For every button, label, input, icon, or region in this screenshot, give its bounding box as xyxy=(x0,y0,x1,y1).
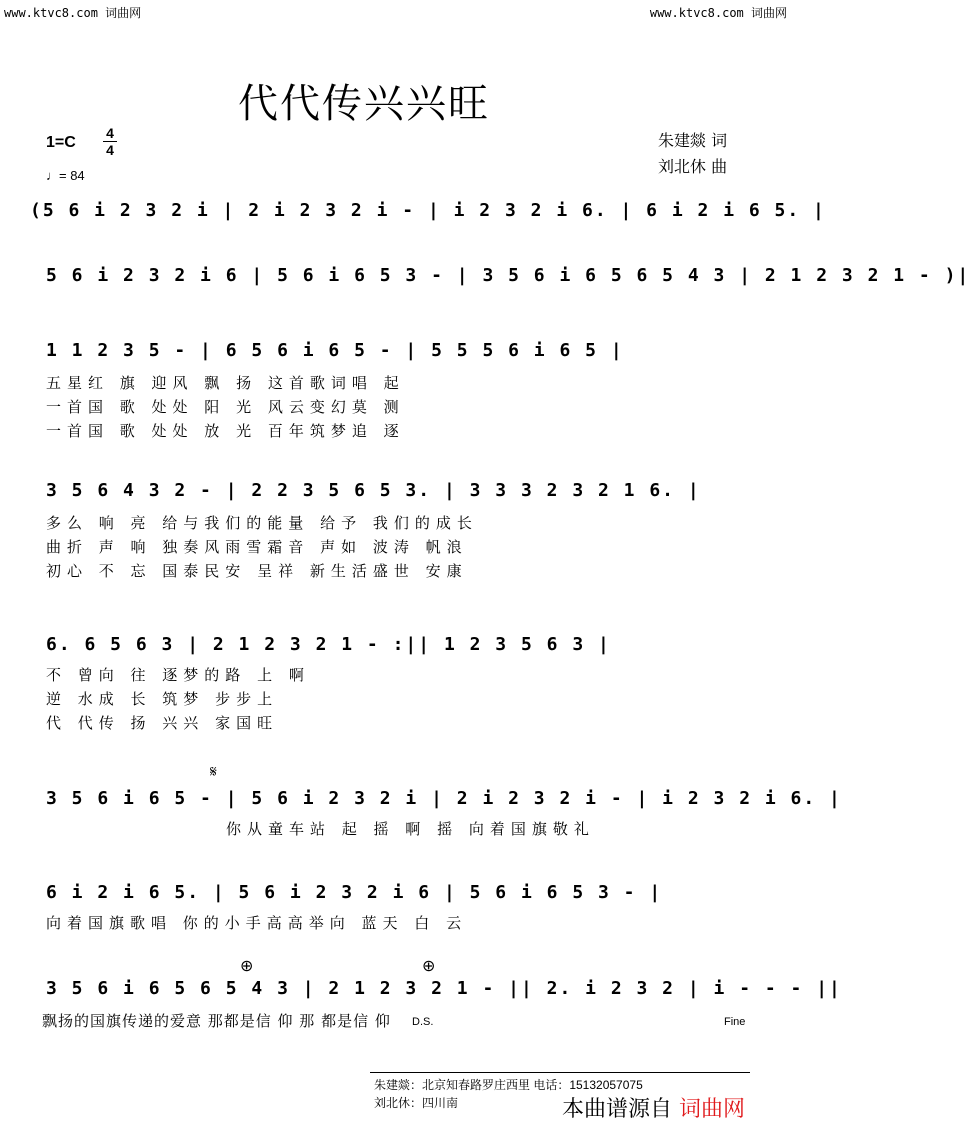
staff-line-1: (5 6 i 2 3 2 i | 2 i 2 3 2 i - | i 2 3 2 i 6. | 6 i 2 i 6 5. | xyxy=(30,200,826,221)
lyric-line-4-2: 曲折 声 响 独奏风雨雪霜音 声如 波涛 帆浪 xyxy=(46,538,468,556)
coda-icon-2: ⊕ xyxy=(422,956,436,975)
lyric-line-5-3: 代 代传 扬 兴兴 家国旺 xyxy=(46,714,279,732)
footer-contact-1: 朱建燚：北京知春路罗庄西里 电话：15132057075 xyxy=(374,1078,643,1092)
time-signature-top: 4 xyxy=(106,125,114,141)
brand-logo-text: 词曲网 xyxy=(679,1097,746,1122)
fine-marking: Fine xyxy=(724,1016,746,1028)
dal-segno-marking: D.S. xyxy=(412,1016,434,1028)
lyricist-credit: 朱建燚 词 xyxy=(658,131,728,150)
brand-text: 本曲谱源自 xyxy=(562,1097,673,1122)
watermark-left[interactable]: www.ktvc8.com 词曲网 xyxy=(4,6,142,20)
time-signature-bottom: 4 xyxy=(106,142,114,158)
footer-contact-2: 刘北休：四川南 xyxy=(374,1096,459,1110)
tempo-value: = 84 xyxy=(59,168,85,183)
staff-line-4: 3 5 6 4 3 2 - | 2 2 3 5 6 5 3. | 3 3 3 2 3 2 1 6. | xyxy=(46,480,701,501)
lyric-line-8-1: 飘扬的国旗传递的爱意 那都是信 仰 那 都是信 仰 xyxy=(42,1012,391,1030)
staff-line-6: 3 5 6 i 6 5 - | 5 6 i 2 3 2 i | 2 i 2 3 2 i - | i 2 3 2 i 6. | xyxy=(46,788,842,809)
lyric-line-7-1: 向着国旗歌唱 你的小手高高举向 蓝天 白 云 xyxy=(46,914,468,932)
lyric-line-6-1: 你从童车站 起 摇 啊 摇 向着国旗敬礼 xyxy=(226,820,595,838)
staff-line-5: 6. 6 5 6 3 | 2 1 2 3 2 1 - :|| 1 2 3 5 6 3 | xyxy=(46,634,611,655)
staff-line-7: 6 i 2 i 6 5. | 5 6 i 2 3 2 i 6 | 5 6 i 6 5 3 - | xyxy=(46,882,663,903)
lyric-line-5-2: 逆 水成 长 筑梦 步步上 xyxy=(46,690,279,708)
staff-line-2: 5 6 i 2 3 2 i 6 | 5 6 i 6 5 3 - | 3 5 6 i 6 5 6 5 4 3 | 2 1 2 3 2 1 - )| xyxy=(46,265,970,286)
watermark-right[interactable]: www.ktvc8.com 词曲网 xyxy=(649,6,787,20)
key-signature: 1=C xyxy=(46,134,76,151)
lyric-line-4-1: 多么 响 亮 给与我们的能量 给予 我们的成长 xyxy=(46,514,478,532)
lyric-line-3-2: 一首国 歌 处处 阳 光 风云变幻莫 测 xyxy=(46,398,405,416)
time-signature xyxy=(103,126,117,157)
quarter-note-icon: ♩ xyxy=(46,168,59,183)
lyric-line-5-1: 不 曾向 往 逐梦的路 上 啊 xyxy=(46,666,310,684)
composer-credit: 刘北休 曲 xyxy=(658,157,728,176)
staff-line-8: 3 5 6 i 6 5 6 5 4 3 | 2 1 2 3 2 1 - || 2. i 2 3 2 | i - - - || xyxy=(46,978,842,999)
segno-icon: 𝄋 xyxy=(210,762,217,781)
lyric-line-3-1: 五星红 旗 迎风 飘 扬 这首歌词唱 起 xyxy=(46,374,405,392)
footer-divider xyxy=(370,1072,750,1073)
lyric-line-4-3: 初心 不 忘 国泰民安 呈祥 新生活盛世 安康 xyxy=(46,562,468,580)
staff-line-3: 1 1 2 3 5 - | 6 5 6 i 6 5 - | 5 5 5 6 i 6 5 | xyxy=(46,340,624,361)
lyric-line-3-3: 一首国 歌 处处 放 光 百年筑梦追 逐 xyxy=(46,422,405,440)
coda-icon: ⊕ xyxy=(240,956,254,975)
tempo-marking xyxy=(46,168,85,183)
source-brand[interactable] xyxy=(562,1092,745,1123)
page-title: 代代传兴兴旺 xyxy=(238,81,490,127)
